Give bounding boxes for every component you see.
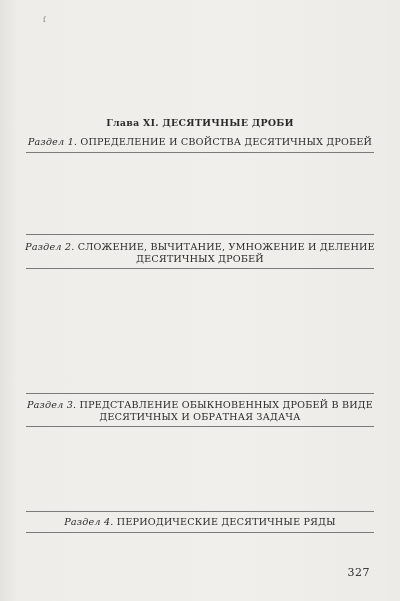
section-2-heading	[0, 242, 400, 253]
divider	[26, 511, 374, 512]
divider	[26, 532, 374, 533]
section-2-label: Раздел 2.	[25, 242, 75, 253]
section-3-title: ПРЕДСТАВЛЕНИЕ ОБЫКНОВЕННЫХ ДРОБЕЙ В ВИДЕ	[79, 400, 374, 411]
top-mark: ſ	[43, 16, 46, 24]
section-3-heading	[0, 400, 400, 411]
section-1-label: Раздел 1.	[27, 137, 78, 148]
divider	[26, 234, 374, 235]
divider	[26, 268, 374, 269]
section-3-title-line2: ДЕСЯТИЧНЫХ И ОБРАТНАЯ ЗАДАЧА	[99, 412, 301, 423]
section-2-title: СЛОЖЕНИЕ, ВЫЧИТАНИЕ, УМНОЖЕНИЕ И ДЕЛЕНИЕ	[77, 242, 375, 253]
section-3-label: Раздел 3.	[26, 400, 77, 411]
page-number: 327	[347, 566, 370, 579]
section-1-heading	[0, 137, 400, 148]
divider	[26, 393, 374, 394]
section-4-label: Раздел 4.	[64, 517, 114, 528]
section-2-title-line2: ДЕСЯТИЧНЫХ ДРОБЕЙ	[136, 254, 264, 265]
section-4-title: ПЕРИОДИЧЕСКИЕ ДЕСЯТИЧНЫЕ РЯДЫ	[116, 517, 336, 528]
divider	[26, 426, 374, 427]
section-4-heading	[0, 517, 400, 528]
chapter-title: Глава XI. ДЕСЯТИЧНЫЕ ДРОБИ	[106, 118, 294, 129]
section-1-title: ОПРЕДЕЛЕНИЕ И СВОЙСТВА ДЕСЯТИЧНЫХ ДРОБЕЙ	[80, 137, 373, 148]
divider	[26, 152, 374, 153]
